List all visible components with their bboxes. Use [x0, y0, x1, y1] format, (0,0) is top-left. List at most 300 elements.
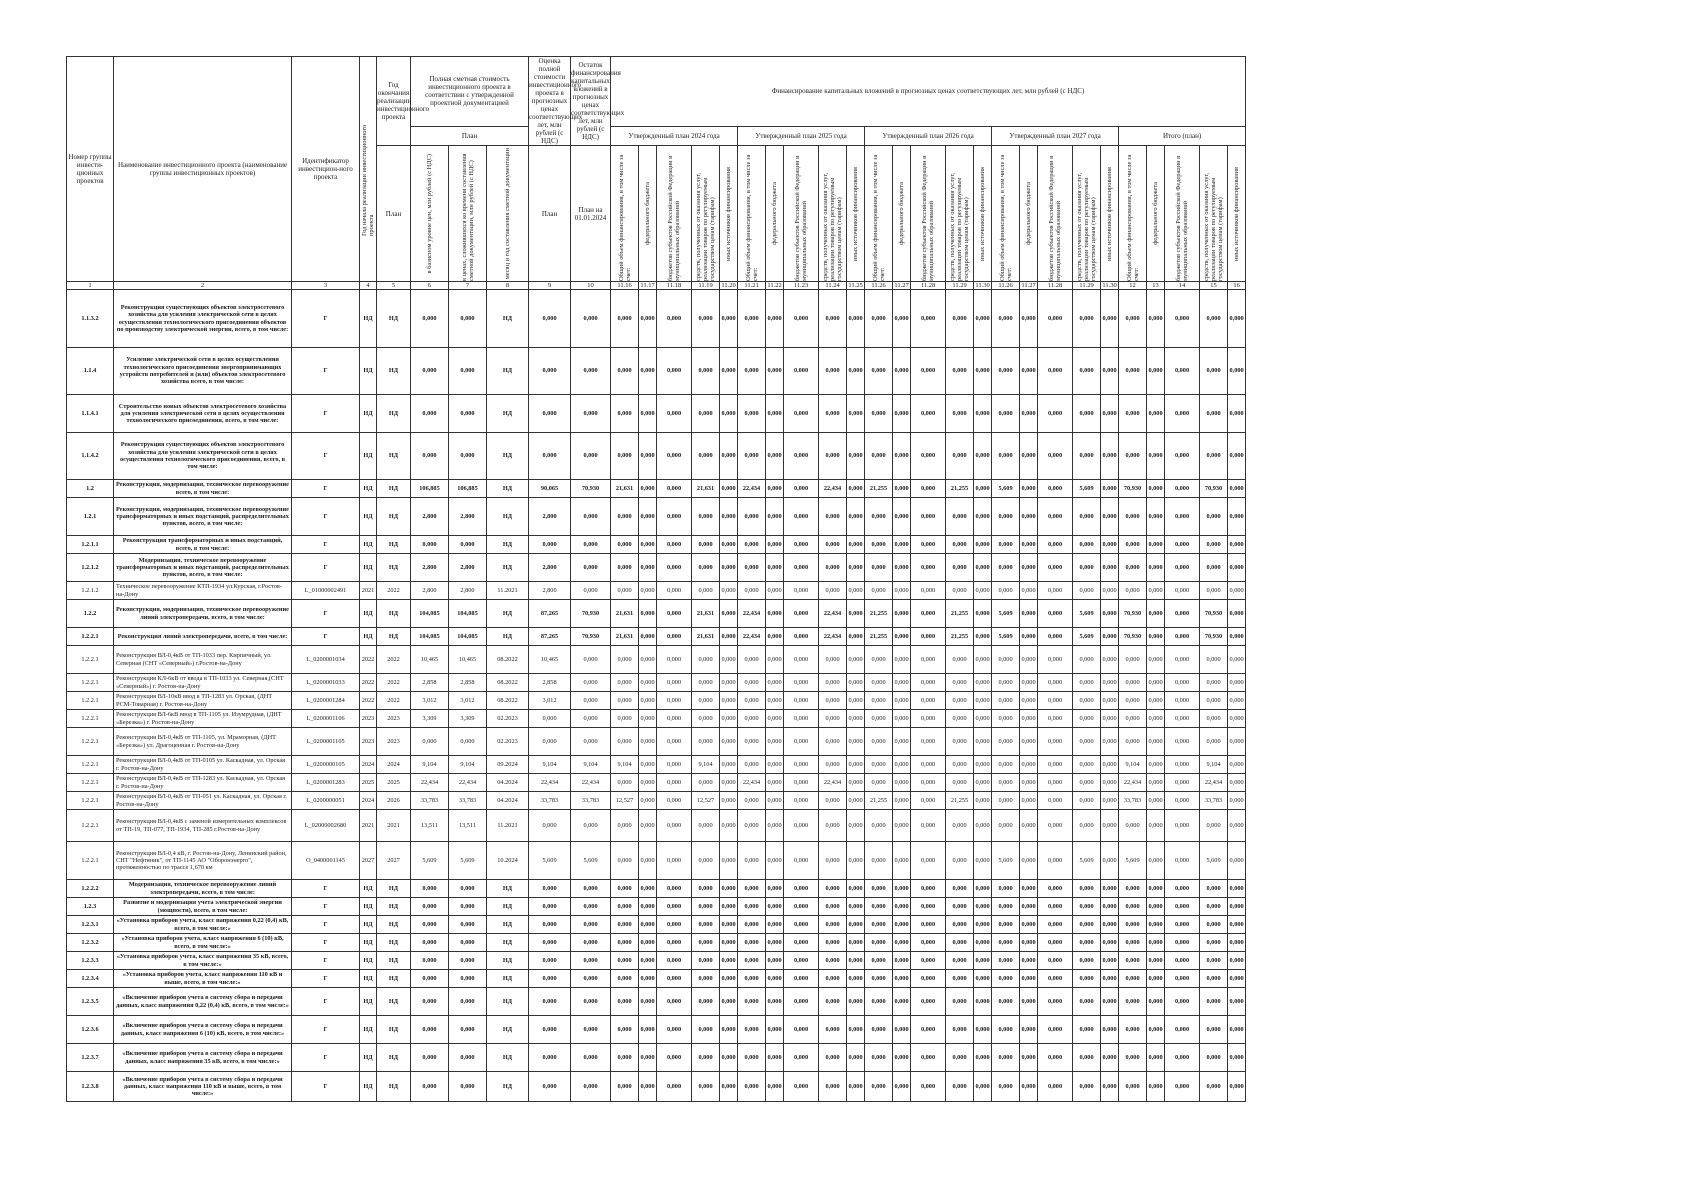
header-end-year-plan: План [377, 146, 411, 282]
financing-value-cell: 0,000 [992, 1072, 1020, 1102]
financing-value-cell: 9,104 [611, 756, 639, 774]
financing-value-cell: 0,000 [639, 970, 657, 988]
financing-value-cell: 0,000 [893, 395, 911, 433]
financing-value-cell: 12,527 [692, 792, 720, 810]
financing-value-cell: 0,000 [1101, 290, 1119, 348]
financing-value-cell: 0,000 [784, 290, 819, 348]
financing-value-cell: 0,000 [1228, 554, 1246, 582]
financing-value-cell: 0,000 [1020, 880, 1038, 898]
financing-value-cell: 0,000 [974, 1072, 992, 1102]
financing-value-cell: 0,000 [1020, 970, 1038, 988]
financing-value-cell: 0,000 [893, 348, 911, 395]
financing-value-cell: 0,000 [1228, 1016, 1246, 1044]
project-id-cell: L_0200001284 [292, 692, 360, 710]
financing-value-cell: 0,000 [1020, 1016, 1038, 1044]
group-number-cell: 1.2.2.2 [67, 880, 114, 898]
financing-value-cell: 0,000 [1020, 433, 1038, 480]
financing-value-cell: 0,000 [611, 898, 639, 916]
header-fin-1-0: Общий объем финансирования, в том числе за счет: [738, 146, 766, 282]
financing-value-cell: 0,000 [1200, 810, 1228, 842]
financing-value-cell: 0,000 [1101, 792, 1119, 810]
financing-value-cell: 0,000 [1020, 934, 1038, 952]
cost-current-cell: 0,000 [449, 433, 487, 480]
remaining-cell: 0,000 [571, 988, 611, 1016]
financing-value-cell: 0,000 [992, 348, 1020, 395]
cost-date-cell: НД [487, 554, 529, 582]
financing-value-cell: 0,000 [1228, 728, 1246, 756]
financing-value-cell: 0,000 [1020, 842, 1038, 880]
financing-value-cell: 0,000 [1038, 792, 1073, 810]
financing-value-cell: 0,000 [1119, 880, 1147, 898]
cost-base-cell: 0,000 [411, 952, 449, 970]
end-year-cell: НД [377, 290, 411, 348]
financing-value-cell: 0,000 [1119, 898, 1147, 916]
end-year-cell: НД [377, 952, 411, 970]
financing-value-cell: 0,000 [692, 898, 720, 916]
financing-value-cell: 0,000 [738, 348, 766, 395]
financing-value-cell: 0,000 [1200, 536, 1228, 554]
financing-value-cell: 0,000 [738, 710, 766, 728]
financing-value-cell: 0,000 [1200, 880, 1228, 898]
financing-value-cell: 0,000 [1020, 692, 1038, 710]
financing-value-cell: 0,000 [1200, 582, 1228, 600]
financing-value-cell: 0,000 [1073, 710, 1101, 728]
project-id-cell: Г [292, 290, 360, 348]
financing-value-cell: 0,000 [657, 728, 692, 756]
header-fin-2-3: средств, полученных от оказания услуг, реализации товаров по регулируемым государством ценам (тарифам) [946, 146, 974, 282]
cost-current-cell: 0,000 [449, 728, 487, 756]
financing-value-cell: 0,000 [1101, 395, 1119, 433]
header-financing: Финансирование капитальных вложений в прогнозных ценах соответствующих лет, млн рублей (с НДС) [611, 57, 1246, 127]
financing-value-cell: 0,000 [1101, 536, 1119, 554]
group-number-cell: 1.2.1.2 [67, 582, 114, 600]
financing-value-cell: 0,000 [692, 810, 720, 842]
financing-value-cell: 0,000 [819, 988, 847, 1016]
financing-value-cell: 0,000 [1119, 728, 1147, 756]
financing-value-cell: 0,000 [738, 792, 766, 810]
project-id-cell: L_0200001033 [292, 674, 360, 692]
financing-value-cell: 0,000 [893, 674, 911, 692]
financing-value-cell: 0,000 [847, 290, 865, 348]
financing-value-cell: 0,000 [784, 348, 819, 395]
financing-value-cell: 0,000 [946, 842, 974, 880]
header-fin-2-2: бюджетов субъектов Российской Федерации и муниципальных образований [911, 146, 946, 282]
start-year-cell: 2024 [360, 792, 377, 810]
financing-value-cell: 0,000 [1101, 480, 1119, 498]
project-id-cell: L_02000002680 [292, 810, 360, 842]
financing-value-cell: 0,000 [1165, 842, 1200, 880]
remaining-cell: 22,434 [571, 774, 611, 792]
financing-value-cell: 0,000 [692, 952, 720, 970]
financing-value-cell: 0,000 [946, 952, 974, 970]
financing-value-cell: 0,000 [1200, 934, 1228, 952]
estimate-cell: 0,000 [529, 728, 571, 756]
financing-value-cell: 0,000 [1200, 348, 1228, 395]
cost-base-cell: 0,000 [411, 934, 449, 952]
financing-value-cell: 0,000 [1165, 600, 1200, 628]
financing-value-cell: 0,000 [1165, 952, 1200, 970]
financing-value-cell: 0,000 [1073, 728, 1101, 756]
financing-value-cell: 0,000 [946, 348, 974, 395]
financing-value-cell: 0,000 [911, 498, 946, 536]
financing-value-cell: 0,000 [784, 916, 819, 934]
remaining-cell: 0,000 [571, 880, 611, 898]
financing-value-cell: 0,000 [639, 480, 657, 498]
column-number: 1 [67, 282, 114, 290]
financing-value-cell: 0,000 [611, 646, 639, 674]
financing-value-cell: 0,000 [657, 988, 692, 1016]
financing-value-cell: 0,000 [847, 348, 865, 395]
financing-value-cell: 0,000 [692, 880, 720, 898]
financing-value-cell: 0,000 [911, 934, 946, 952]
financing-value-cell: 0,000 [1020, 1072, 1038, 1102]
financing-value-cell: 0,000 [766, 934, 784, 952]
financing-value-cell: 0,000 [720, 395, 738, 433]
financing-value-cell: 0,000 [1147, 728, 1165, 756]
end-year-cell: НД [377, 880, 411, 898]
start-year-cell: НД [360, 600, 377, 628]
financing-value-cell: 0,000 [1165, 756, 1200, 774]
end-year-cell: НД [377, 898, 411, 916]
column-number: 11.30 [975, 282, 990, 289]
cost-current-cell: 2,800 [449, 582, 487, 600]
financing-value-cell: 0,000 [1020, 290, 1038, 348]
financing-value-cell: 0,000 [865, 674, 893, 692]
financing-value-cell: 0,000 [819, 554, 847, 582]
project-id-cell: L_0200000051 [292, 792, 360, 810]
header-end-year: Год окончания реализации инвестиционного проекта [377, 57, 411, 146]
financing-value-cell: 0,000 [1073, 554, 1101, 582]
cost-current-cell: 0,000 [449, 395, 487, 433]
financing-value-cell: 0,000 [720, 952, 738, 970]
financing-value-cell: 0,000 [847, 1072, 865, 1102]
financing-value-cell: 0,000 [1101, 810, 1119, 842]
financing-value-cell: 0,000 [847, 433, 865, 480]
financing-value-cell: 0,000 [720, 842, 738, 880]
financing-value-cell: 0,000 [946, 674, 974, 692]
financing-value-cell: 0,000 [1020, 988, 1038, 1016]
financing-value-cell: 0,000 [865, 1016, 893, 1044]
header-full-cost: Полная сметная стоимость инвестиционного проекта в соответствии с утвержденной проектной документацией [411, 57, 529, 127]
column-number-row [67, 282, 1246, 290]
header-fin-3-3: средств, полученных от оказания услуг, реализации товаров по регулируемым государством ценам (тарифам) [1073, 146, 1101, 282]
financing-value-cell: 0,000 [1147, 433, 1165, 480]
financing-value-cell: 0,000 [847, 600, 865, 628]
cost-base-cell: 104,085 [411, 600, 449, 628]
financing-value-cell: 0,000 [657, 774, 692, 792]
financing-value-cell: 0,000 [1147, 646, 1165, 674]
financing-value-cell: 0,000 [1165, 880, 1200, 898]
financing-value-cell: 0,000 [766, 646, 784, 674]
end-year-cell: НД [377, 1016, 411, 1044]
financing-value-cell: 22,434 [1119, 774, 1147, 792]
financing-value-cell: 0,000 [819, 756, 847, 774]
financing-value-cell: 0,000 [1020, 554, 1038, 582]
column-number: 11.27 [894, 282, 909, 289]
project-id-cell: Г [292, 988, 360, 1016]
group-number-cell: 1.2.2.1 [67, 810, 114, 842]
project-name-cell: Реконструкция, модернизация, техническое перевооружение трансформаторных и иных подстанций, распределительных пунктов, всего, в том числе: [114, 498, 292, 536]
financing-value-cell: 0,000 [639, 692, 657, 710]
column-number: 11.29 [1073, 282, 1101, 290]
financing-value-cell: 0,000 [1101, 728, 1119, 756]
header-year-2027: Утвержденный план 2027 года [992, 126, 1119, 145]
group-number-cell: 1.2.3.8 [67, 1072, 114, 1102]
end-year-cell: 2022 [377, 674, 411, 692]
financing-value-cell: 0,000 [1038, 628, 1073, 646]
financing-value-cell: 0,000 [974, 498, 992, 536]
financing-value-cell: 0,000 [1020, 916, 1038, 934]
cost-date-cell: НД [487, 934, 529, 952]
financing-value-cell: 0,000 [1038, 582, 1073, 600]
financing-value-cell: 0,000 [1147, 536, 1165, 554]
financing-value-cell: 0,000 [738, 674, 766, 692]
financing-value-cell: 0,000 [1147, 582, 1165, 600]
estimate-cell: 0,000 [529, 970, 571, 988]
remaining-cell: 0,000 [571, 554, 611, 582]
financing-value-cell: 0,000 [639, 646, 657, 674]
financing-value-cell: 0,000 [911, 952, 946, 970]
estimate-cell: 2,800 [529, 498, 571, 536]
financing-value-cell: 0,000 [974, 348, 992, 395]
financing-value-cell: 0,000 [611, 1072, 639, 1102]
cost-base-cell: 0,000 [411, 916, 449, 934]
financing-value-cell: 21,255 [946, 628, 974, 646]
table-row [67, 952, 1246, 970]
financing-value-cell: 0,000 [911, 554, 946, 582]
financing-value-cell: 70,930 [1200, 480, 1228, 498]
financing-value-cell: 0,000 [893, 1044, 911, 1072]
financing-value-cell: 0,000 [720, 988, 738, 1016]
financing-value-cell: 0,000 [1038, 916, 1073, 934]
end-year-cell: 2027 [377, 842, 411, 880]
financing-value-cell: 0,000 [766, 290, 784, 348]
financing-value-cell: 0,000 [1228, 290, 1246, 348]
financing-value-cell: 21,631 [692, 600, 720, 628]
financing-value-cell: 0,000 [992, 536, 1020, 554]
financing-value-cell: 0,000 [766, 916, 784, 934]
financing-value-cell: 0,000 [1147, 554, 1165, 582]
financing-value-cell: 0,000 [1038, 710, 1073, 728]
header-fin-1-2: бюджетов субъектов Российской Федерации и муниципальных образований [784, 146, 819, 282]
cost-base-cell: 2,858 [411, 674, 449, 692]
column-number: 14 [1165, 282, 1200, 290]
column-number: 11.24 [819, 282, 847, 290]
estimate-cell: 87,265 [529, 628, 571, 646]
financing-value-cell: 0,000 [657, 498, 692, 536]
financing-value-cell: 22,434 [819, 628, 847, 646]
financing-value-cell: 0,000 [1038, 674, 1073, 692]
financing-value-cell: 0,000 [1147, 628, 1165, 646]
financing-value-cell: 5,609 [992, 842, 1020, 880]
financing-value-cell: 0,000 [974, 710, 992, 728]
financing-value-cell: 0,000 [766, 792, 784, 810]
cost-base-cell: 0,000 [411, 433, 449, 480]
start-year-cell: 2025 [360, 774, 377, 792]
financing-value-cell: 0,000 [819, 498, 847, 536]
table-row [67, 433, 1246, 480]
table-row [67, 646, 1246, 674]
header-fin-1-1: федерального бюджета [766, 146, 784, 282]
financing-value-cell: 0,000 [974, 433, 992, 480]
remaining-cell: 70,930 [571, 480, 611, 498]
header-estimate: Оценка полной стоимости инвестиционного проекта в прогнозных ценах соответствующих лет, млн рублей (с НДС) [529, 57, 583, 145]
financing-value-cell: 0,000 [911, 916, 946, 934]
financing-value-cell: 0,000 [611, 582, 639, 600]
financing-value-cell: 0,000 [893, 1072, 911, 1102]
financing-value-cell: 0,000 [1200, 710, 1228, 728]
financing-value-cell: 0,000 [946, 810, 974, 842]
financing-value-cell: 0,000 [611, 536, 639, 554]
financing-value-cell: 0,000 [657, 646, 692, 674]
financing-value-cell: 0,000 [1038, 756, 1073, 774]
financing-value-cell: 0,000 [992, 395, 1020, 433]
financing-value-cell: 0,000 [639, 600, 657, 628]
financing-value-cell: 0,000 [611, 728, 639, 756]
financing-value-cell: 5,609 [992, 628, 1020, 646]
financing-value-cell: 0,000 [974, 952, 992, 970]
financing-value-cell: 0,000 [1228, 710, 1246, 728]
cost-date-cell: 08.2022 [487, 674, 529, 692]
financing-value-cell: 0,000 [992, 554, 1020, 582]
start-year-cell: НД [360, 880, 377, 898]
remaining-cell: 0,000 [571, 582, 611, 600]
estimate-cell: 33,783 [529, 792, 571, 810]
financing-value-cell: 0,000 [819, 674, 847, 692]
financing-value-cell: 0,000 [1165, 934, 1200, 952]
financing-value-cell: 0,000 [893, 916, 911, 934]
financing-value-cell: 0,000 [1020, 536, 1038, 554]
cost-base-cell: 10,465 [411, 646, 449, 674]
financing-value-cell: 0,000 [946, 728, 974, 756]
financing-value-cell: 21,255 [946, 480, 974, 498]
financing-value-cell: 0,000 [992, 498, 1020, 536]
financing-value-cell: 0,000 [1020, 710, 1038, 728]
estimate-cell: 2,800 [529, 582, 571, 600]
table-row [67, 600, 1246, 628]
financing-value-cell: 0,000 [1020, 756, 1038, 774]
start-year-cell: НД [360, 498, 377, 536]
financing-value-cell: 0,000 [1228, 433, 1246, 480]
financing-value-cell: 33,783 [1200, 792, 1228, 810]
end-year-cell: НД [377, 970, 411, 988]
financing-value-cell: 9,104 [1119, 756, 1147, 774]
remaining-cell: 0,000 [571, 1044, 611, 1072]
project-name-cell: Развитие и модернизация учета электрической энергии (мощности), всего, в том числе: [114, 898, 292, 916]
remaining-cell: 0,000 [571, 433, 611, 480]
financing-value-cell: 0,000 [974, 898, 992, 916]
group-number-cell: 1.2.2.1 [67, 628, 114, 646]
financing-value-cell: 70,930 [1119, 480, 1147, 498]
financing-value-cell: 0,000 [847, 842, 865, 880]
financing-value-cell: 0,000 [784, 970, 819, 988]
financing-value-cell: 0,000 [946, 1044, 974, 1072]
group-number-cell: 1.2.3.2 [67, 934, 114, 952]
financing-value-cell: 0,000 [946, 934, 974, 952]
financing-value-cell: 0,000 [865, 1072, 893, 1102]
financing-value-cell: 0,000 [738, 554, 766, 582]
financing-value-cell: 0,000 [911, 646, 946, 674]
table-row [67, 674, 1246, 692]
financing-value-cell: 0,000 [784, 952, 819, 970]
financing-value-cell: 0,000 [766, 498, 784, 536]
start-year-cell: 2022 [360, 674, 377, 692]
financing-value-cell: 0,000 [847, 952, 865, 970]
financing-value-cell: 0,000 [819, 952, 847, 970]
financing-value-cell: 0,000 [1228, 480, 1246, 498]
financing-value-cell: 0,000 [1165, 970, 1200, 988]
financing-value-cell: 0,000 [1119, 290, 1147, 348]
cost-base-cell: 0,000 [411, 880, 449, 898]
cost-current-cell: 0,000 [449, 970, 487, 988]
project-name-cell: Реконструкция ВЛ-6кВ ввод в ТП-1105 ул. Изумрудная, (ДНТ «Березка») г. Ростов-на-Дону [114, 710, 292, 728]
cost-date-cell: 04.2024 [487, 792, 529, 810]
financing-value-cell: 0,000 [992, 433, 1020, 480]
financing-value-cell: 0,000 [911, 1044, 946, 1072]
financing-value-cell: 0,000 [611, 934, 639, 952]
header-fin-2-4: иных источников финансирования [974, 146, 992, 282]
financing-value-cell: 0,000 [784, 842, 819, 880]
estimate-cell: 0,000 [529, 952, 571, 970]
column-number: 12 [1119, 282, 1147, 290]
financing-value-cell: 0,000 [1165, 1044, 1200, 1072]
financing-value-cell: 0,000 [784, 692, 819, 710]
financing-value-cell: 0,000 [1119, 1016, 1147, 1044]
financing-value-cell: 0,000 [784, 628, 819, 646]
column-number: 11.19 [692, 282, 720, 290]
financing-value-cell: 0,000 [893, 970, 911, 988]
cost-date-cell: НД [487, 1044, 529, 1072]
financing-value-cell: 0,000 [1147, 898, 1165, 916]
financing-value-cell: 5,609 [992, 480, 1020, 498]
start-year-cell: НД [360, 348, 377, 395]
financing-value-cell: 33,783 [1119, 792, 1147, 810]
financing-value-cell: 21,631 [611, 480, 639, 498]
cost-current-cell: 0,000 [449, 898, 487, 916]
project-id-cell: Г [292, 1044, 360, 1072]
financing-value-cell: 0,000 [766, 395, 784, 433]
financing-value-cell: 0,000 [657, 395, 692, 433]
financing-value-cell: 0,000 [1119, 554, 1147, 582]
project-id-cell: L_0200001283 [292, 774, 360, 792]
financing-value-cell: 0,000 [738, 1016, 766, 1044]
financing-value-cell: 0,000 [819, 1072, 847, 1102]
end-year-cell: НД [377, 1044, 411, 1072]
header-fin-3-0: Общий объем финансирования, в том числе за счет: [992, 146, 1020, 282]
project-id-cell: L_0200001105 [292, 728, 360, 756]
group-number-cell: 1.2.2.1 [67, 646, 114, 674]
financing-value-cell: 0,000 [1200, 1072, 1228, 1102]
end-year-cell: 2021 [377, 810, 411, 842]
financing-value-cell: 0,000 [847, 646, 865, 674]
financing-value-cell: 0,000 [1228, 692, 1246, 710]
financing-value-cell: 70,930 [1119, 628, 1147, 646]
end-year-cell: 2023 [377, 728, 411, 756]
financing-value-cell: 0,000 [1119, 395, 1147, 433]
start-year-cell: 2021 [360, 582, 377, 600]
group-number-cell: 1.2.2.1 [67, 774, 114, 792]
financing-value-cell: 0,000 [847, 628, 865, 646]
financing-value-cell: 0,000 [1038, 810, 1073, 842]
financing-value-cell: 0,000 [865, 582, 893, 600]
start-year-cell: НД [360, 952, 377, 970]
project-id-cell: Г [292, 395, 360, 433]
financing-value-cell: 0,000 [1147, 1044, 1165, 1072]
header-fin-3-1: федерального бюджета [1020, 146, 1038, 282]
financing-value-cell: 0,000 [766, 628, 784, 646]
header-cost-base: в базисном уровне цен, млн рублей (с НДС) [411, 146, 449, 282]
project-id-cell: Г [292, 880, 360, 898]
